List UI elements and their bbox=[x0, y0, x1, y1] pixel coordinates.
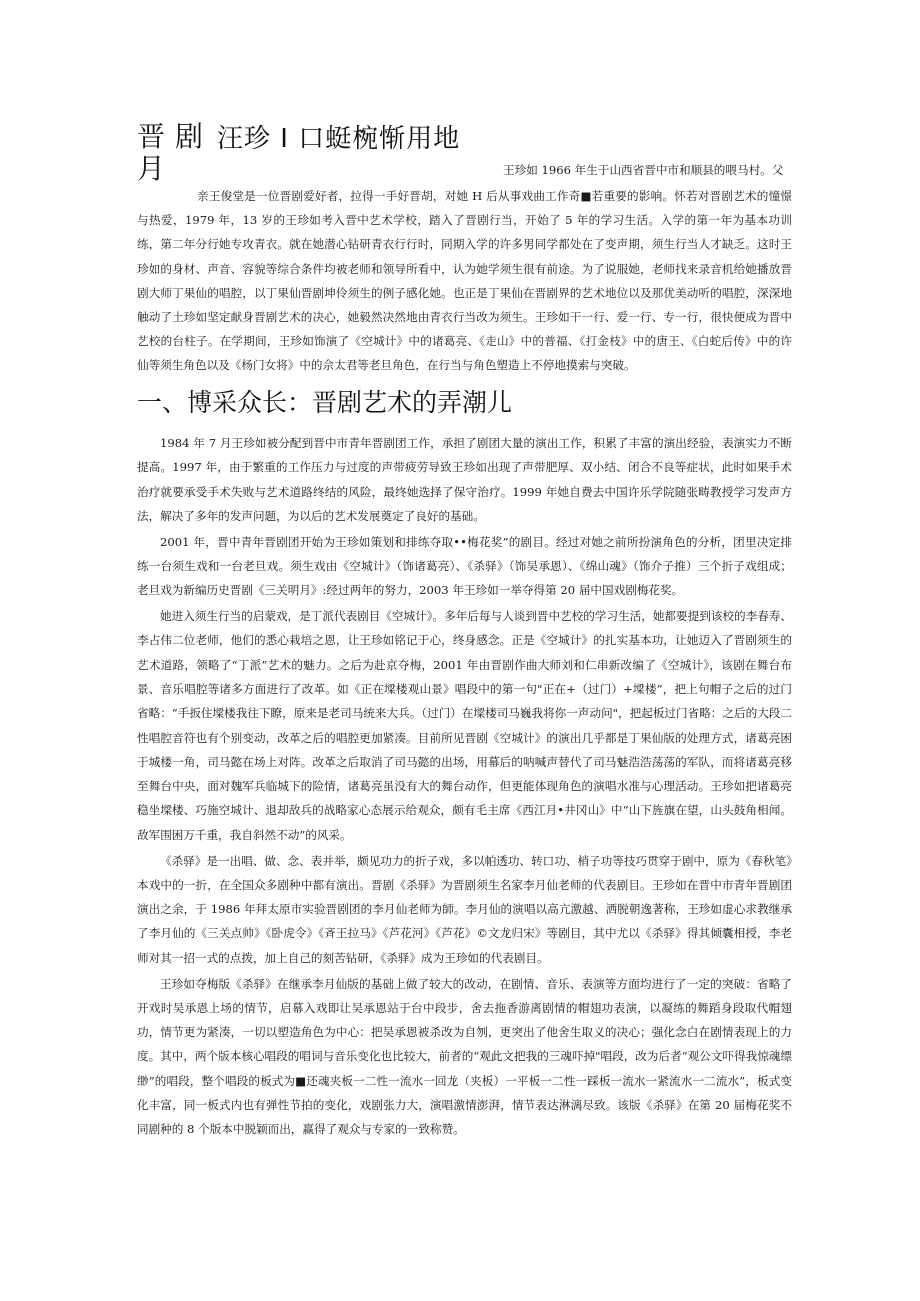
title-left-line1: 晋剧 bbox=[137, 120, 214, 153]
body-paragraph: 《杀驿》是一出唱、做、念、表并举，颇见功力的折子戏，多以帕透功、转口功、梢子功等技巧贯穿于剧中，原为《春秋笔》本戏中的一折，在全国众多剧种中都有演出。晋剧《杀驿》为晋剧须生名家李月仙老师的代表剧目。王珍如在晋中市青年晋剧团演出之余，于 1986 年拜太原市实验晋剧团的李月仙老师为師。李月仙的演唱以高亢激越、洒脱朝逸著称，王珍如虚心求教继承了李月仙的《三关点帅》《卧虎令》《斉王拉马》《芦花河》《芦花》©文龙归宋》等剧目，其中尤以《杀驿》得其倾囊相授，李老师对其一招一式的点拨，加上自己的刻苦钻研，《杀驿》成为王珍如的代表剧目。 bbox=[137, 853, 792, 965]
section-body bbox=[137, 431, 792, 1143]
section-heading: 一、博采众长：晋剧艺术的弄潮儿 bbox=[137, 388, 513, 417]
intro-paragraph: 亲王俊堂是一位晋剧爱好者，拉得一手好晋胡，对她 H 后从事戏曲工作奇■若重要的影响。怀若对晋剧艺术的憧憬与热爱，1979 年，13 岁的王珍如考入晋中艺术学校，踏入了晋剧行当，开始了 5 年的学习生活。入学的第一年为基本功训练，第二年分行她专攻青衣。就在她潜心钻研青衣行行时，同期入学的许多男同学都处在了变声期，须生行当人才缺乏。这时王珍如的身材、声音、容貌等综合条件均被老师和领导所看中，认为她学须生很有前途。为了说服她，老师找来录音机给她播放晋剧大师丁果仙的唱腔，以丁果仙晋剧坤伶须生的例子感化她。也正是丁果仙在晋剧界的艺术地位以及那优美动听的唱腔，深深地触动了土珍如坚定献身晋剧艺术的决心，她毅然决然地由青衣行当改为须生。王珍如干一行、爱一行、专一行，很快便成为晋中艺校的台柱子。在学期间，王珍如饰演了《空城计》中的诸葛亮、《走山》中的普福、《打金枝》中的唐王、《白蛇后传》中的许仙等须生角色以及《杨门女将》中的佘太君等老旦角色，在行当与角色塑造上不停地摸索与突破。 bbox=[137, 189, 792, 373]
body-paragraph: 王珍如夺梅版《杀驿》在继承李月仙版的基础上做了较大的改动，在剧情、音乐、表演等方面均进行了一定的突破：省略了开戏时吴承恩上场的情节，启幕入戏即让吴承恩站于台中段步，舍去拖香游离剧情的帽翅功表演，以凝练的舞蹈身段取代帽翅功，情节更为紧凑，一切以塑造角色为中心：把吴承恩被杀改为自刎，更突出了他舍生取义的决心；强化念白在剧情表现上的力度。其中，两个版本核心唱段的唱词与音乐变化也比较大，前者的“观此文把我的三魂吓掉"唱段，改为后者“观公文吓得我惊魂缥缈”的唱段，整个唱段的板式为■还魂夹板一二性一流水一回龙（夹板）一平板一二性一踩板一流水一紧流水一二流水”，板式变化丰富，同一板式内也有弹性节拍的变化，戏剧张力大，演唱激情澎湃，情节表达淋漓尽致。该版《杀驿》在第 20 届梅花奖不同剧种的 8 个版本中脱颖而出，赢得了观众与专家的一致称赞。 bbox=[137, 976, 792, 1137]
body-paragraph: 1984 年 7 月王珍如被分配到晋中市青年晋剧团工作，承担了剧团大量的演出工作，积累了丰富的演出经验，表演实力不断提高。1997 年，由于繁重的工作压力与过度的声带疲劳导致王珍如出现了声带肥厚、双小结、闭合不良等症状，此时如果手术治疗就要承受手术失败与艺术道路终结的风险，最终她选择了保守治疗。1999 年她自费去中国许乐学院随张畴教授学习发声方法，解决了多年的发声问题，为以后的艺术发展奠定了良好的基础。 bbox=[137, 436, 792, 523]
title-main: 汪珍 I 口蜓椀惭用地 bbox=[217, 124, 461, 154]
title-left-line2: 月 bbox=[137, 152, 166, 185]
body-paragraph: 2001 年，晋中青年晋剧团开始为王珍如策划和排练夺取••梅花奖”的剧目。经过对她之前所扮演角色的分析，团里决定排练一台须生戏和一台老旦戏。须生戏由《空城计》（饰诸葛亮）、《杀驿》（饰吴承恩）、《绵山魂》（饰介子推）三个折子戏组成；老旦戏为新编历史晋剧《三关明月》:经过两年的努力，2003 年王珍如一举夺得第 20 届中国戏剧梅花奖。 bbox=[137, 534, 792, 598]
intro-first-line: 王珍如 1966 年生于山西省晋中市和顺县的喂马村。父 bbox=[503, 163, 784, 177]
body-paragraph: 她进入须生行当的启蒙戏，是丁派代表剧目《空城计》。多年后每与人谈到晋中艺校的学习生活，她都要提到该校的李春寿、李占伟二位老师，他们的悉心栽培之恩，让王珍如铭记于心，终身感念。正是《空城计》的扎实基本功，让她迈入了晋剧须生的艺术道路，领略了“丁派”艺术的魅力。之后为赴京夺梅，2001 年由晋剧作曲大师刘和仁串新改编了《空城计》，该剧在舞台布景、音乐唱腔等诸多方面进行了改革。如《正在墚楼观山景》唱段中的第一句"正在+（过门）+墚楼”，把上句帽子之后的过门省略：“手扳住墚楼我往下瞭，原来是老司马统来大兵。（过门）在墚楼司马巍我将你一声动问"，把起板过门省略：之后的大段二性唱腔音符也有个别变动，改革之后的唱腔更加紧凑。目前所见晋剧《空城计》的演出几乎都是丁果仙版的处理方式，诸葛亮困于城楼一角，司马懿在场上对阵。改革之后取消了司马懿的出场，用幕后的呐喊声替代了司马魅浩浩荡荡的军队，而将诸葛亮移至舞台中央，面对魏军兵临城下的险情，诸葛亮虽没有大的舞台动作，但更能体现角色的演唱水准与心理活动。王珍如把诸葛亮稳坐墚楼、巧施空城计、退却敌兵的战略家心态展示给观众，颇有毛主席《西江月•井冈山》中“山下旌旗在望，山头鼓角相闻。敌军围困万千重，我自斜然不动”的风采。 bbox=[137, 609, 792, 842]
